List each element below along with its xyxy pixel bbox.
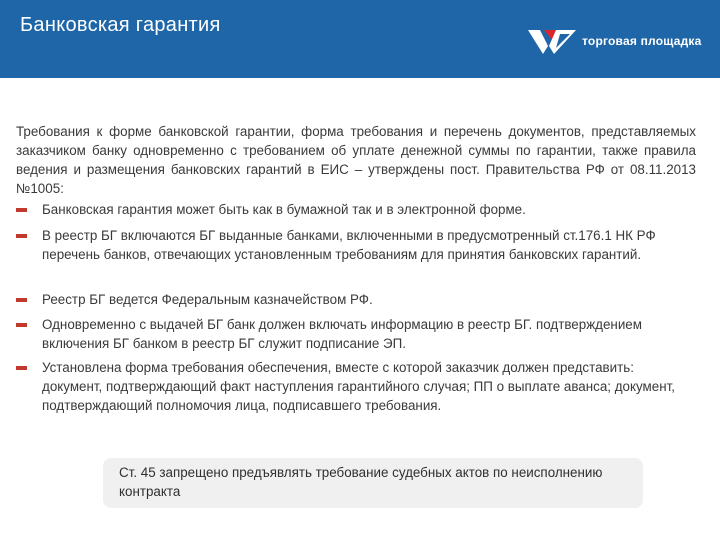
- torgovaya-ploshchadka-logo-icon: [526, 24, 580, 60]
- list-item-text: Одновременно с выдачей БГ банк должен включать информацию в реестр БГ. подтверждением включения БГ банком в реестр БГ служит подписание ЭП.: [42, 317, 642, 351]
- slide-title: Банковская гарантия: [20, 14, 221, 36]
- bullet-marker: [16, 366, 27, 370]
- logo: [526, 24, 716, 60]
- list-item-text: Банковская гарантия может быть как в бумажной так и в электронной форме.: [42, 202, 526, 217]
- list-item-text: Установлена форма требования обеспечения, вместе с которой заказчик должен представить: документ, подтверждающий факт наступления гарантийного случая; ПП о выплате аванса; документ, подтверждающий полномочия лица, подписавшего требования.: [42, 360, 675, 413]
- bullet-marker: [16, 298, 27, 302]
- slide-header: [0, 0, 720, 78]
- logo-text: торговая площадка: [582, 34, 702, 48]
- list-item-text: В реестр БГ включаются БГ выданные банками, включенными в предусмотренный ст.176.1 НК РФ перечень банков, отвечающих установленным требованиям для принятия банковских гарантий.: [42, 228, 656, 262]
- bullet-marker: [16, 208, 27, 212]
- list-item-text: Реестр БГ ведется Федеральным казначейством РФ.: [42, 292, 373, 307]
- note-text: Ст. 45 запрещено предъявлять требование судебных актов по неисполнению контракта: [119, 465, 603, 499]
- note-box: [103, 458, 643, 508]
- bullet-marker: [16, 323, 27, 327]
- intro-paragraph: Требования к форме банковской гарантии, форма требования и перечень документов, представляемых заказчиком банку одновременно с требованием об уплате денежной суммы по гарантии, также правила ведения и размещения банковских гарантий в ЕИС – утверждены пост. Правительства РФ от 08.11.2013 №1005:: [16, 124, 696, 196]
- bullet-marker: [16, 234, 27, 238]
